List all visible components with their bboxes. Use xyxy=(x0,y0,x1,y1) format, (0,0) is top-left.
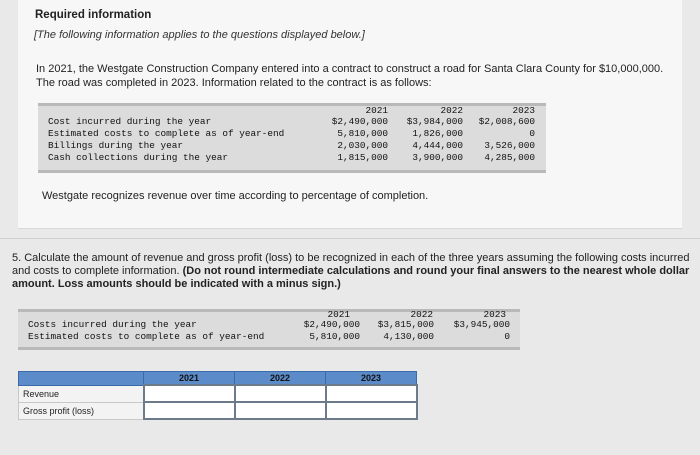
year-header: 2021 xyxy=(327,309,350,320)
cell: $3,815,000 xyxy=(377,319,434,330)
revenue-2021-field[interactable] xyxy=(145,386,234,401)
gross-profit-2021-input[interactable] xyxy=(144,402,235,419)
answer-grid xyxy=(18,371,418,420)
required-info-title: Required information xyxy=(35,9,152,21)
revenue-2023-field[interactable] xyxy=(327,386,416,401)
question-5 xyxy=(12,252,692,291)
row-label: Cash collections during the year xyxy=(48,152,229,163)
revenue-2021-input[interactable] xyxy=(144,385,235,402)
cell: 1,826,000 xyxy=(412,128,463,139)
grid-year-header: 2023 xyxy=(326,372,417,386)
year-header: 2022 xyxy=(410,309,433,320)
section-divider xyxy=(0,238,700,239)
year-header: 2021 xyxy=(365,105,388,116)
info-note: [The following information applies to the questions displayed below.] xyxy=(34,29,365,41)
grid-year-header: 2021 xyxy=(144,372,235,386)
cell: 4,444,000 xyxy=(412,140,463,151)
row-label: Estimated costs to complete as of year-end xyxy=(48,128,285,139)
revenue-2022-input[interactable] xyxy=(235,385,326,402)
cell: 0 xyxy=(529,128,535,139)
cell: $2,008,600 xyxy=(478,116,535,127)
gross-profit-2023-input[interactable] xyxy=(326,402,417,419)
cell: 5,810,000 xyxy=(337,128,388,139)
gross-profit-2022-field[interactable] xyxy=(236,403,325,418)
revenue-2023-input[interactable] xyxy=(326,385,417,402)
cell: 3,526,000 xyxy=(484,140,535,151)
cell: $3,945,000 xyxy=(453,319,510,330)
grid-row-label-gross-profit: Gross profit (loss) xyxy=(19,402,144,419)
gross-profit-2023-field[interactable] xyxy=(327,403,416,418)
cell: 2,030,000 xyxy=(337,140,388,151)
cell: 1,815,000 xyxy=(337,152,388,163)
row-label: Billings during the year xyxy=(48,140,184,151)
revenue-2022-field[interactable] xyxy=(236,386,325,401)
cell: 4,285,000 xyxy=(484,152,535,163)
cell: $2,490,000 xyxy=(331,116,388,127)
grid-row-label-revenue: Revenue xyxy=(19,385,144,402)
row-label: Costs incurred during the year xyxy=(28,319,197,330)
row-label: Estimated costs to complete as of year-end xyxy=(28,331,265,342)
year-header: 2023 xyxy=(483,309,506,320)
cell: 4,130,000 xyxy=(383,331,434,342)
year-header: 2023 xyxy=(512,105,535,116)
cell: 5,810,000 xyxy=(309,331,360,342)
question-instructions: (Do not round intermediate calculations and round your final answers to the nearest whole dollar amount. Loss amounts should be indicated with a minus sign.) xyxy=(12,265,690,290)
gross-profit-2022-input[interactable] xyxy=(235,402,326,419)
alternate-costs-table xyxy=(18,309,520,350)
cell: $3,984,000 xyxy=(406,116,463,127)
cell: 3,900,000 xyxy=(412,152,463,163)
cell: $2,490,000 xyxy=(303,319,360,330)
cell: 0 xyxy=(504,331,510,342)
row-label: Cost incurred during the year xyxy=(48,116,212,127)
grid-corner xyxy=(19,372,144,386)
question-text: 5. Calculate the amount of revenue and gross profit (loss) to be recognized in each of the three years assuming the following costs incurred and costs to complete information. xyxy=(12,252,690,277)
gross-profit-2021-field[interactable] xyxy=(145,403,234,418)
contract-info-table xyxy=(38,103,546,173)
year-header: 2022 xyxy=(440,105,463,116)
intro-text: In 2021, the Westgate Construction Company entered into a contract to construct a road for Santa Clara County for $10,000,000. The road was completed in 2023. Information related to the contract is as follows: xyxy=(36,63,664,89)
grid-year-header: 2022 xyxy=(235,372,326,386)
recognition-method-text: Westgate recognizes revenue over time according to percentage of completion. xyxy=(42,190,429,202)
